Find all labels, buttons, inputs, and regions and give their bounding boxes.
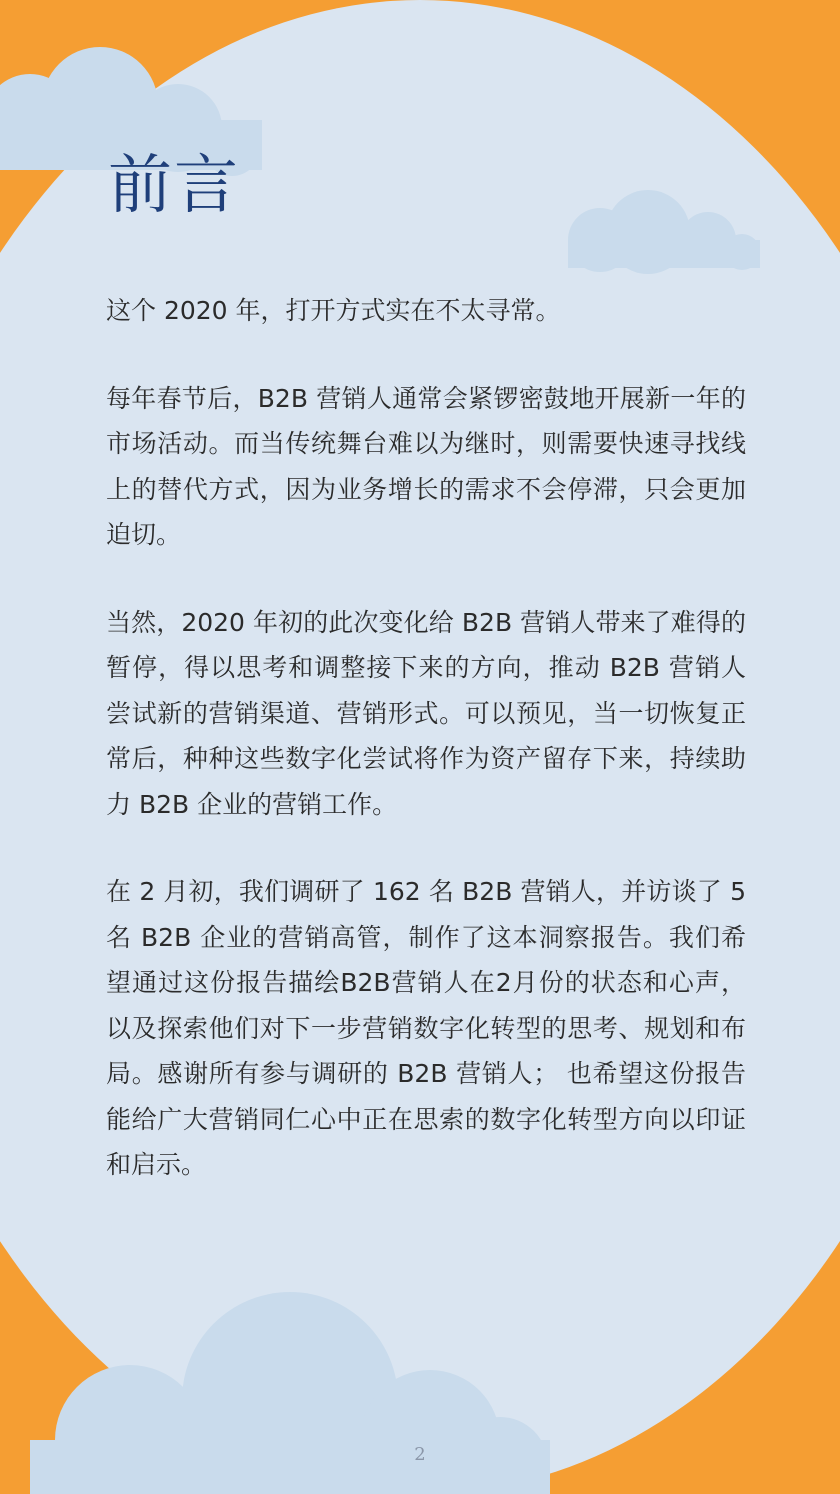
cloud-icon-right [568,190,760,274]
body-text [106,288,746,1230]
paragraph: 这个 2020 年，打开方式实在不太寻常。 [106,296,561,325]
paragraph: 每年春节后，B2B 营销人通常会紧锣密鼓地开展新一年的市场活动。而当传统舞台难以为继时，则需要快速寻找线上的替代方式，因为业务增长的需求不会停滞，只会更加迫切。 [106,383,746,549]
paragraph: 在 2 月初，我们调研了 162 名 B2B 营销人，并访谈了 5 名 B2B 企业的营销高管，制作了这本洞察报告。我们希望通过这份报告描绘B2B营销人在2月份的状态和心声，以及探索他们对下一步营销数字化转型的思考、规划和布局。感谢所有参与调研的 B2B 营销人； 也希望这份报告能给广大营销同仁心中正在思索的数字化转型方向以印证和启示。 [106,877,746,1179]
paragraph: 当然，2020 年初的此次变化给 B2B 营销人带来了难得的暂停，得以思考和调整接下来的方向，推动 B2B 营销人尝试新的营销渠道、营销形式。可以预见，当一切恢复正常后，种种这些数字化尝试将作为资产留存下来，持续助力 B2B 企业的营销工作。 [106,607,746,819]
page-number: 2 [414,1444,426,1465]
page-title: 前言 [108,149,240,223]
